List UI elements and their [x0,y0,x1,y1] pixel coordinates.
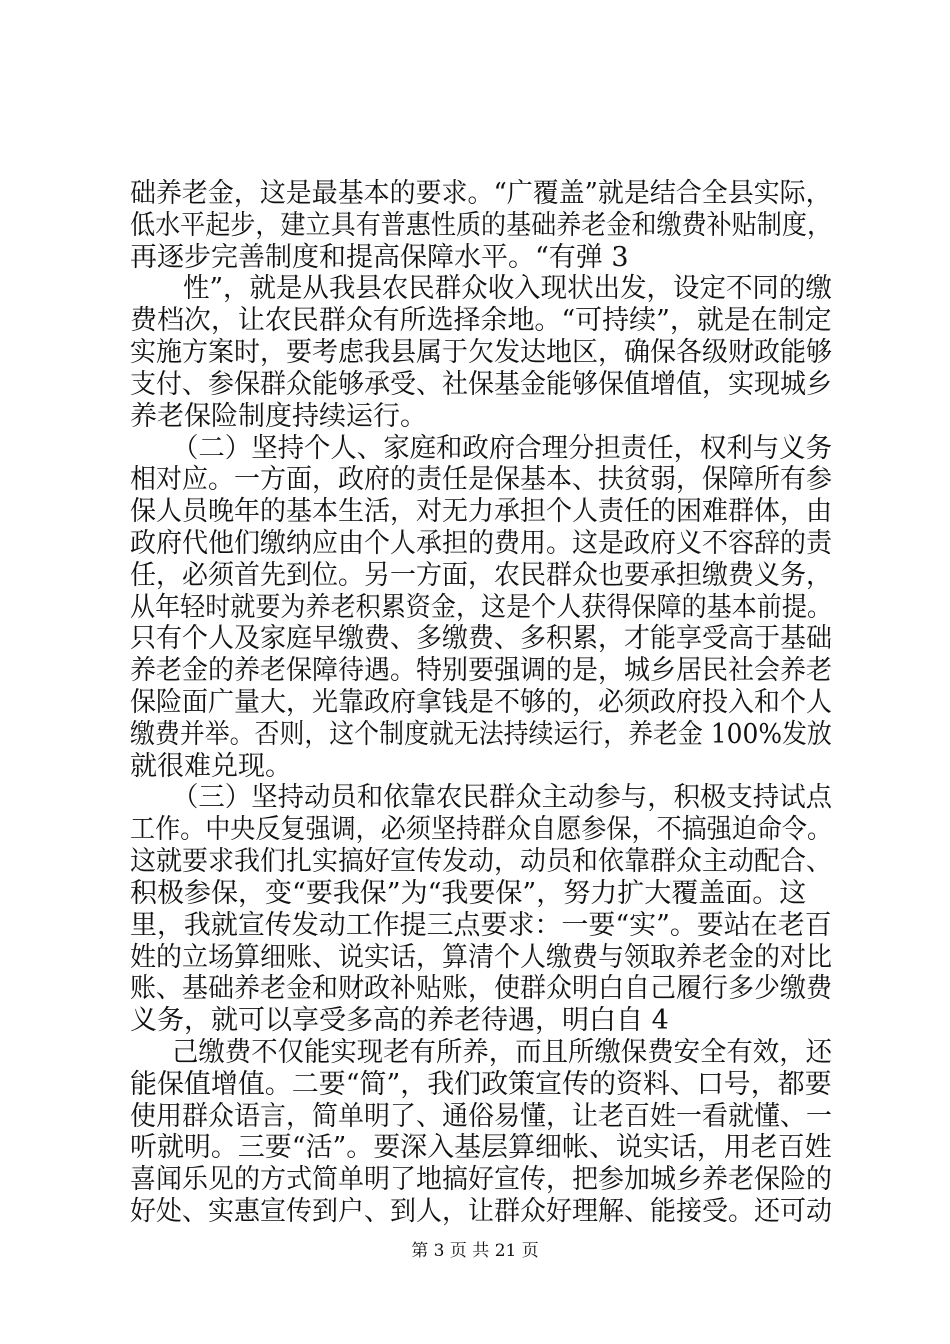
text-line: 性”，就是从我县农民群众收入现状出发，设定不同的缴 [183,273,832,304]
text-line: 听就明。三要“活”。要深入基层算细帐、说实话，用老百姓 [130,1132,832,1163]
text-line: 账、基础养老金和财政补贴账，使群众明白自己履行多少缴费 [130,973,833,1004]
text-line: 只有个人及家庭早缴费、多缴费、多积累，才能享受高于基础 [130,623,833,654]
text-line: 姓的立场算细账、说实话，算清个人缴费与领取养老金的对比 [130,942,833,973]
text-line: 任，必须首先到位。另一方面，农民群众也要承担缴费义务， [130,560,833,591]
page-footer [0,1240,950,1262]
text-line: 相对应。一方面，政府的责任是保基本、扶贫弱，保障所有参 [130,464,833,495]
text-line: 就很难兑现。 [130,751,292,782]
text-line: 缴费并举。否则，这个制度就无法持续运行，养老金 100%发放 [130,719,832,750]
text-line: 养老金的养老保障待遇。特别要强调的是，城乡居民社会养老 [130,655,833,686]
text-line: 义务，就可以享受多高的养老待遇，明白自 4 [130,1005,669,1036]
text-line: 实施方案时，要考虑我县属于欠发达地区，确保各级财政能够 [130,337,833,368]
text-line: 使用群众语言，简单明了、通俗易懂，让老百姓一看就懂、一 [130,1101,833,1132]
text-line: 支付、参保群众能够承受、社保基金能够保值增值，实现城乡 [130,369,833,400]
text-line: （二）坚持个人、家庭和政府合理分担责任，权利与义务 [172,433,833,464]
text-line: 保人员晚年的基本生活，对无力承担个人责任的困难群体，由 [130,496,833,527]
text-line: 工作。中央反复强调，必须坚持群众自愿参保，不搞强迫命令。 [130,814,833,845]
text-line: （三）坚持动员和依靠农民群众主动参与，积极支持试点 [172,782,833,813]
text-line: 从年轻时就要为养老积累资金，这是个人获得保障的基本前提。 [130,592,833,623]
text-line: 政府代他们缴纳应由个人承担的费用。这是政府义不容辞的责 [130,528,833,559]
text-line: 积极参保，变“要我保”为“我要保”，努力扩大覆盖面。这 [130,878,807,909]
text-line: 里，我就宣传发动工作提三点要求：一要“实”。要站在老百 [130,910,832,941]
text-line: 好处、实惠宣传到户、到人，让群众好理解、能接受。还可动 [130,1196,833,1227]
text-line: 础养老金，这是最基本的要求。“广覆盖”就是结合全县实际， [130,178,832,209]
text-line: 这就要求我们扎实搞好宣传发动，动员和依靠群众主动配合、 [130,846,833,877]
text-line: 养老保险制度持续运行。 [130,401,427,432]
text-line: 喜闻乐见的方式简单明了地搞好宣传，把参加城乡养老保险的 [130,1164,833,1195]
page-number-label: 第 3 页 共 21 页 [411,1241,539,1261]
text-line: 能保值增值。二要“简”，我们政策宣传的资料、口号，都要 [130,1069,832,1100]
text-line: 己缴费不仅能实现老有所养，而且所缴保费安全有效，还 [172,1037,833,1068]
text-line: 费档次，让农民群众有所选择余地。“可持续”，就是在制定 [130,305,832,336]
text-line: 再逐步完善制度和提高保障水平。“有弹 3 [130,242,629,273]
text-line: 低水平起步，建立具有普惠性质的基础养老金和缴费补贴制度， [130,210,833,241]
text-line: 保险面广量大，光靠政府拿钱是不够的，必须政府投入和个人 [130,687,833,718]
